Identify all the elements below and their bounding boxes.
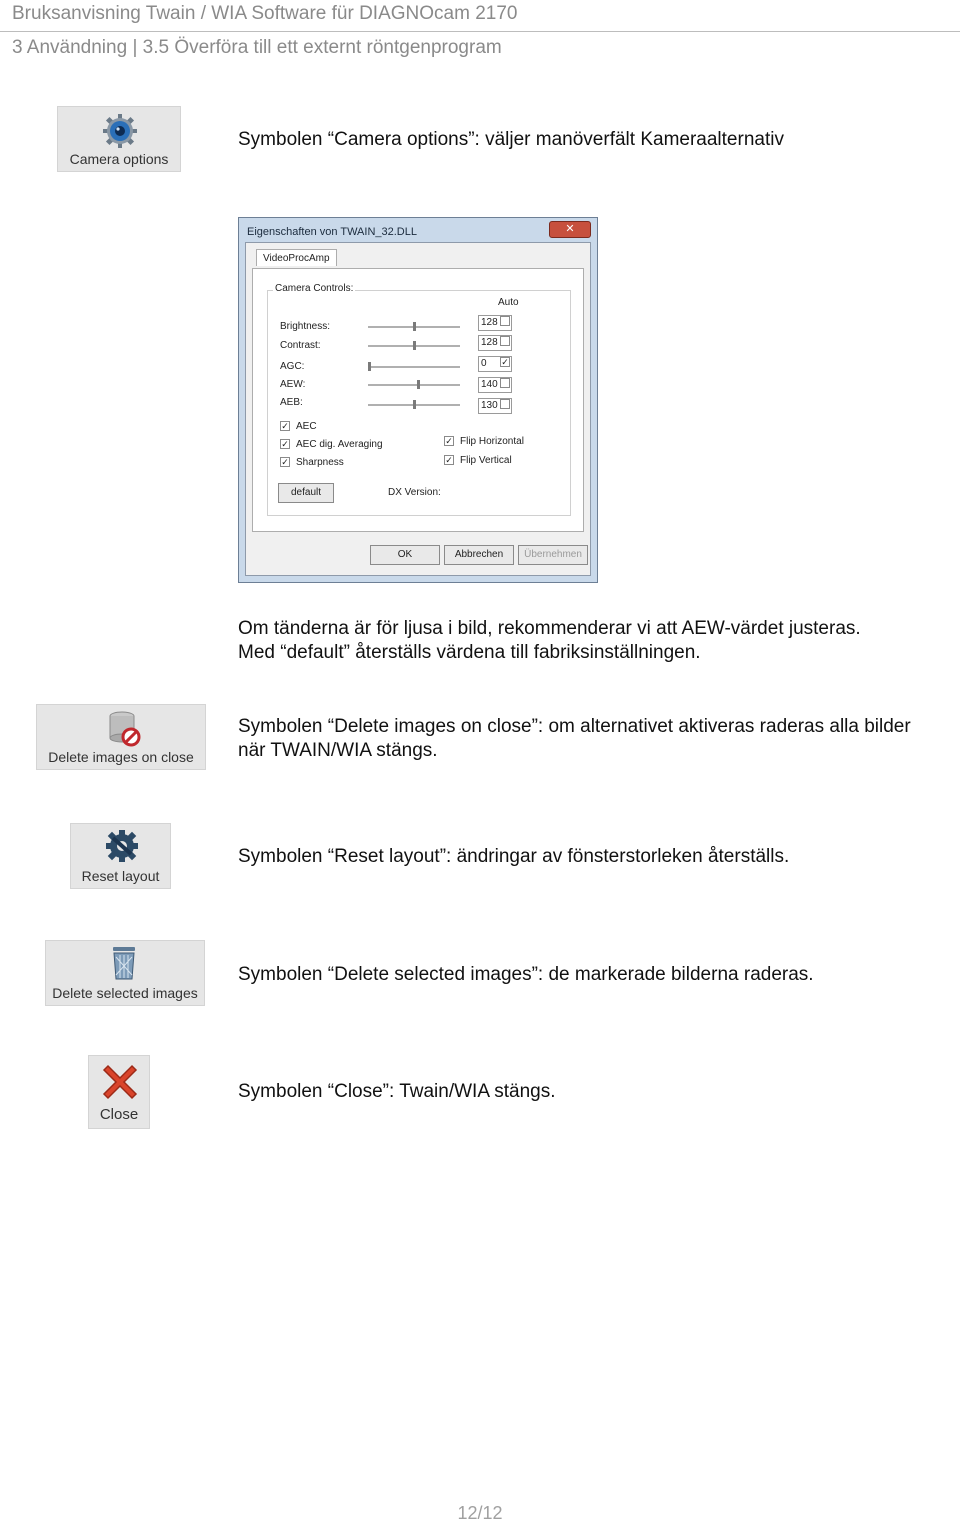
contrast-label: Contrast: bbox=[280, 340, 321, 351]
page-number: 12/12 bbox=[457, 1503, 503, 1523]
flip-vertical-checkbox[interactable]: ✓ bbox=[445, 455, 453, 465]
brightness-slider[interactable] bbox=[368, 326, 460, 329]
brightness-auto-checkbox[interactable] bbox=[500, 316, 510, 326]
dialog-close-button[interactable]: ✕ bbox=[549, 221, 591, 238]
aec-checkbox[interactable]: ✓ bbox=[281, 421, 289, 431]
delete-selected-label: Delete selected images bbox=[52, 985, 198, 1001]
flip-horizontal-label: Flip Horizontal bbox=[460, 436, 524, 447]
delete-on-close-label: Delete images on close bbox=[48, 749, 194, 765]
contrast-auto-checkbox[interactable] bbox=[500, 336, 510, 346]
close-icon bbox=[98, 1060, 142, 1104]
aeb-label: AEB: bbox=[280, 397, 303, 408]
delete-on-close-description-line-2: när TWAIN/WIA stängs. bbox=[238, 740, 438, 761]
delete-selected-icon bbox=[108, 945, 140, 981]
brightness-value[interactable]: 128 bbox=[478, 315, 512, 331]
cancel-button[interactable]: Abbrechen bbox=[444, 545, 514, 565]
sharpness-label: Sharpness bbox=[296, 457, 344, 468]
camera-controls-group-label: Camera Controls: bbox=[275, 283, 354, 294]
section-breadcrumb: 3 Användning | 3.5 Överföra till ett externt röntgenprogram bbox=[12, 37, 502, 58]
camera-options-description: Symbolen “Camera options”: väljer manöverfält Kameraalternativ bbox=[238, 129, 784, 150]
camera-options-button[interactable] bbox=[57, 106, 181, 172]
camera-options-icon bbox=[102, 113, 138, 149]
ok-button[interactable]: OK bbox=[370, 545, 440, 565]
twain-properties-dialog bbox=[238, 217, 598, 583]
contrast-slider[interactable] bbox=[368, 345, 460, 348]
delete-on-close-icon bbox=[107, 709, 141, 747]
apply-button[interactable]: Übernehmen bbox=[518, 545, 588, 565]
close-description: Symbolen “Close”: Twain/WIA stängs. bbox=[238, 1081, 556, 1102]
agc-value[interactable]: 0 bbox=[478, 356, 512, 372]
flip-horizontal-checkbox[interactable]: ✓ bbox=[445, 436, 453, 446]
aew-value[interactable]: 140 bbox=[478, 377, 512, 393]
tab-videoprocamp[interactable]: VideoProcAmp bbox=[256, 249, 337, 266]
flip-vertical-label: Flip Vertical bbox=[460, 455, 512, 466]
delete-on-close-button[interactable] bbox=[36, 704, 206, 770]
aeb-slider[interactable] bbox=[368, 404, 460, 407]
reset-layout-label: Reset layout bbox=[81, 868, 160, 884]
contrast-value[interactable]: 128 bbox=[478, 335, 512, 351]
close-label: Close bbox=[99, 1106, 139, 1123]
dialog-title: Eigenschaften von TWAIN_32.DLL bbox=[247, 226, 417, 238]
delete-selected-button[interactable] bbox=[45, 940, 205, 1006]
document-title: Bruksanvisning Twain / WIA Software für DIAGNOcam 2170 bbox=[12, 3, 518, 24]
agc-label: AGC: bbox=[280, 361, 305, 372]
delete-on-close-description-line-1: Symbolen “Delete images on close”: om alternativet aktiveras raderas alla bilder bbox=[238, 716, 911, 737]
camera-controls-group bbox=[267, 290, 571, 516]
auto-column-label: Auto bbox=[498, 297, 519, 308]
dx-version-label: DX Version: bbox=[388, 487, 441, 498]
reset-layout-icon bbox=[103, 828, 141, 864]
aec-label: AEC bbox=[296, 421, 317, 432]
tab-panel bbox=[252, 268, 584, 532]
aew-slider[interactable] bbox=[368, 384, 460, 387]
note-line-1: Om tänderna är för ljusa i bild, rekommenderar vi att AEW-värdet justeras. bbox=[238, 618, 861, 639]
aew-auto-checkbox[interactable] bbox=[500, 378, 510, 388]
aec-averaging-label: AEC dig. Averaging bbox=[296, 439, 383, 450]
default-button[interactable]: default bbox=[278, 483, 334, 503]
close-button[interactable] bbox=[88, 1055, 150, 1129]
reset-layout-description: Symbolen “Reset layout”: ändringar av fönsterstorleken återställs. bbox=[238, 846, 790, 867]
agc-auto-checkbox[interactable]: ✓ bbox=[501, 357, 509, 367]
reset-layout-button[interactable] bbox=[70, 823, 171, 889]
aec-averaging-checkbox[interactable]: ✓ bbox=[281, 439, 289, 449]
agc-slider[interactable] bbox=[368, 366, 460, 369]
camera-options-label: Camera options bbox=[69, 151, 169, 167]
aew-label: AEW: bbox=[280, 379, 306, 390]
aeb-auto-checkbox[interactable] bbox=[500, 399, 510, 409]
delete-selected-description: Symbolen “Delete selected images”: de markerade bilderna raderas. bbox=[238, 964, 814, 985]
brightness-label: Brightness: bbox=[280, 321, 331, 332]
aeb-value[interactable]: 130 bbox=[478, 398, 512, 414]
note-line-2: Med “default” återställs värdena till fabriksinställningen. bbox=[238, 642, 701, 663]
header-divider bbox=[0, 31, 960, 32]
sharpness-checkbox[interactable]: ✓ bbox=[281, 457, 289, 467]
dialog-body bbox=[245, 242, 591, 576]
